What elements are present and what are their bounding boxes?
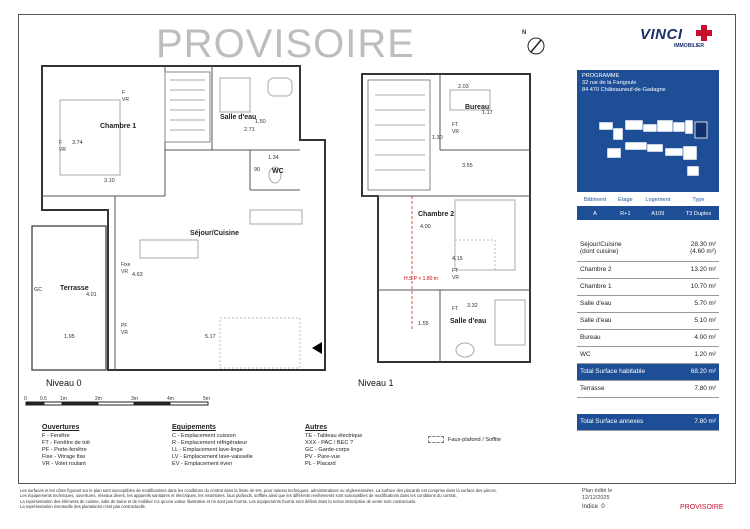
indice-info: Indice 0 <box>582 504 605 510</box>
dim-517: 5.17 <box>205 334 216 340</box>
surface-label-sde2: Salle d'eau <box>577 312 675 329</box>
surface-value-wc: 1.20 m² <box>675 346 719 363</box>
footer-disclaimer: Les surfaces et les côtes figurant sur le plan sont susceptibles de modifications dans les conditions du contrat dans la limite de 5%, pour raisons techniques, administratives ou réglementaires. La surface des placards est comprise dans la surface des pièces. Les équipements techniques, ouvertures, réseaux divers, les appareils sanitaires et électriques, les retombées, faux plafonds, soffites ainsi que les différents revêtements sont susceptibles de modifications dans les conditions du contrat. La représentation des éléments de cuisine, salle de bains et de mobilier n'a qu'une valeur illustrative et ne sont pas fournis. Les équipements fournis sont définis dans la notice descriptive de vente sont contractuels. La représentation éventuelle des plantations n'est pas contractuelle. <box>20 488 497 510</box>
tag-ft-1: FT <box>452 122 459 128</box>
tag-hsp: H.S.P < 1.80 m <box>404 276 438 282</box>
dim-271: 2.71 <box>244 127 255 133</box>
scale-label-4m: 4m <box>167 396 174 402</box>
programme-panel <box>577 70 719 192</box>
scale-label-2m: 2m <box>95 396 102 402</box>
tag-f-1: F <box>122 90 126 96</box>
dim-332: 3.32 <box>467 303 478 309</box>
lot-logement: A109 <box>638 207 678 221</box>
surface-value-bureau: 4.00 m² <box>675 329 719 346</box>
room-salle-eau-0: Salle d'eau <box>220 114 257 121</box>
surface-label-wc: WC <box>577 346 675 363</box>
dim-400: 4.00 <box>420 224 431 230</box>
faux-plafond-swatch <box>428 436 444 443</box>
lot-batiment: A <box>577 207 613 221</box>
tag-vr-1: VR <box>122 97 129 103</box>
tag-pf: PF <box>121 323 128 329</box>
site-map-icon <box>577 70 719 192</box>
total-annexes-label: Total Surface annexes <box>577 414 675 431</box>
level-0-label: Niveau 0 <box>46 378 82 388</box>
dim-134: 1.34 <box>268 155 279 161</box>
tag-vr-6: VR <box>452 275 459 281</box>
room-sejour: Séjour/Cuisine <box>190 230 240 237</box>
tag-vr-2: VR <box>59 147 66 153</box>
compass-label: N <box>522 30 527 36</box>
programme-address-2: 84 470 Châteauneuf-de-Gadagne <box>582 87 666 93</box>
dim-401: 4.01 <box>86 292 97 298</box>
legend-ouvertures: Ouvertures F - Fenêtre FT - Fenêtre de toit PF - Porte-fenêtre Fixe - Vitrage fixe VR - Volet roulant <box>42 424 90 467</box>
surface-label-sejour: Séjour/Cuisine (dont cuisine) <box>577 235 675 261</box>
terrasse-value: 7.80 m² <box>675 380 719 397</box>
scale-label-05: 0.5 <box>40 396 47 402</box>
legend-autres: Autres TE - Tableau électrique XXX - PAC / BEC ? GC - Garde-corps PV - Pare-vue PL - Placard <box>305 424 363 467</box>
scale-label-1m: 1m <box>60 396 67 402</box>
lot-type: T3 Duplex <box>678 207 719 221</box>
scale-label-3m: 3m <box>131 396 138 402</box>
status-provisoire: PROVISOIRE <box>680 504 724 511</box>
surface-value-chambre2: 13.20 m² <box>675 261 719 278</box>
legend-faux-plafond: Faux-plafond / Soffite <box>428 436 501 444</box>
total-habitable-label: Total Surface habitable <box>577 363 675 380</box>
tag-vr-3: VR <box>121 269 128 275</box>
lot-table <box>577 193 719 220</box>
tag-ft-2: FT <box>452 268 459 274</box>
vinci-logo: VINCI IMMOBILIER <box>640 26 683 44</box>
tag-vr-4: VR <box>121 330 128 336</box>
surface-value-sde2: 5.10 m² <box>675 312 719 329</box>
lot-header-logement: Logement <box>638 193 678 207</box>
terrace-outline <box>32 226 106 370</box>
label-gc: GC <box>34 287 43 293</box>
dim-203: 2.03 <box>458 84 469 90</box>
programme-title: PROGRAMME <box>582 73 620 79</box>
scale-label-5m: 5m <box>203 396 210 402</box>
surface-label-chambre2: Chambre 2 <box>577 261 675 278</box>
scale-label-0: 0 <box>24 396 27 402</box>
dim-150: 1.50 <box>255 119 266 125</box>
room-salle-eau-1: Salle d'eau <box>450 318 487 325</box>
provisoire-watermark: PROVISOIRE <box>156 22 415 66</box>
dim-130: 1.30 <box>432 135 443 141</box>
dim-355: 3.55 <box>462 163 473 169</box>
programme-address-1: 32 rue de la Farigoule <box>582 80 637 86</box>
surface-value-sde1: 5.70 m² <box>675 295 719 312</box>
lot-header-etage: Etage <box>613 193 638 207</box>
plan-edit-info: Plan édité le 12/12/2025 <box>582 488 613 501</box>
lot-header-batiment: Bâtiment <box>577 193 613 207</box>
surface-value-sejour: 28.30 m² (4.60 m²) <box>675 235 719 261</box>
surface-value-chambre1: 10.70 m² <box>675 278 719 295</box>
lot-etage: R+1 <box>613 207 638 221</box>
surface-label-chambre1: Chambre 1 <box>577 278 675 295</box>
level-1-label: Niveau 1 <box>358 378 394 388</box>
surface-label-bureau: Bureau <box>577 329 675 346</box>
level1-outline <box>362 74 530 362</box>
dim-117: 1.17 <box>482 110 493 116</box>
dim-310: 3.10 <box>104 178 115 184</box>
total-annexes-value: 7.80 m² <box>675 414 719 431</box>
vinci-cross-icon <box>695 24 713 42</box>
surface-label-sde1: Salle d'eau <box>577 295 675 312</box>
level0-outline <box>42 66 325 370</box>
dim-155: 1.55 <box>418 321 429 327</box>
compass-icon <box>528 38 544 54</box>
surfaces-table <box>577 235 719 431</box>
room-chambre-2: Chambre 2 <box>418 211 455 218</box>
room-bureau: Bureau <box>465 104 490 111</box>
tag-ft-3: FT <box>452 306 459 312</box>
total-habitable-value: 68.20 m² <box>675 363 719 380</box>
dim-195: 1.95 <box>64 334 75 340</box>
tag-f-2: F <box>59 140 63 146</box>
scale-bar <box>26 402 208 405</box>
legend-equipements: Equipements C - Emplacement cuisson R - Emplacement réfrigérateur LL - Emplacement lave-linge LV - Emplacement lave-vaisselle EV - Emplacement évier <box>172 424 253 467</box>
room-wc: WC <box>272 168 284 175</box>
lot-header-type: Type <box>678 193 719 207</box>
dim-415: 4.15 <box>452 256 463 262</box>
dim-090: 90 <box>254 167 261 173</box>
tag-vr-5: VR <box>452 129 459 135</box>
dim-463: 4.63 <box>132 272 143 278</box>
dim-374: 3.74 <box>72 140 83 146</box>
room-chambre-1: Chambre 1 <box>100 123 137 130</box>
room-terrasse: Terrasse <box>60 285 89 292</box>
terrasse-label: Terrasse <box>577 380 675 397</box>
tag-fixe: Fixe <box>121 262 131 268</box>
